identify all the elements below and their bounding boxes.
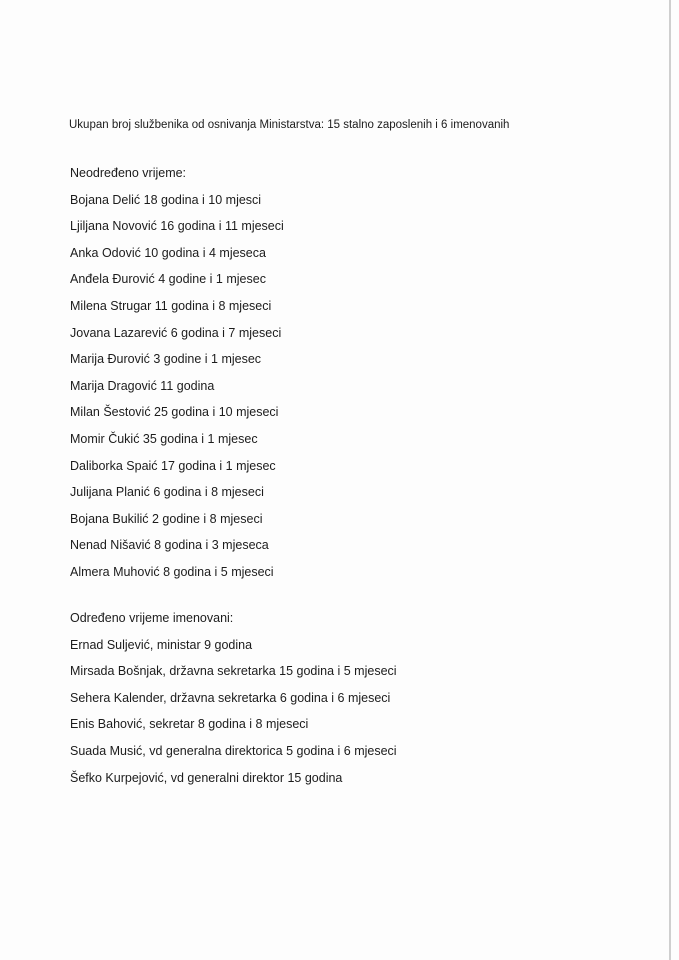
appointed-list (70, 637, 397, 797)
list-item: Milan Šestović 25 godina i 10 mjeseci (70, 405, 279, 420)
list-item: Bojana Bukilić 2 godine i 8 mjeseci (70, 511, 263, 526)
list-item: Mirsada Bošnjak, državna sekretarka 15 godina i 5 mjeseci (70, 664, 397, 679)
list-item: Sehera Kalender, državna sekretarka 6 godina i 6 mjeseci (70, 690, 391, 705)
permanent-section (70, 165, 284, 591)
list-item: Ljiljana Novović 16 godina i 11 mjeseci (70, 219, 284, 234)
list-item: Almera Muhović 8 godina i 5 mjeseci (70, 564, 274, 579)
scan-edge-line (669, 0, 671, 960)
intro-text: Ukupan broj službenika od osnivanja Ministarstva: 15 stalno zaposlenih i 6 imenovanih (69, 119, 510, 131)
list-item: Anđela Đurović 4 godine i 1 mjesec (70, 272, 266, 287)
list-item: Jovana Lazarević 6 godina i 7 mjeseci (70, 325, 282, 340)
list-item: Milena Strugar 11 godina i 8 mjeseci (70, 298, 272, 313)
list-item: Bojana Delić 18 godina i 10 mjesci (70, 192, 262, 207)
list-item: Šefko Kurpejović, vd generalni direktor 15 godina (70, 770, 343, 785)
list-item: Suada Musić, vd generalna direktorica 5 godina i 6 mjeseci (70, 743, 397, 758)
list-item: Enis Bahović, sekretar 8 godina i 8 mjeseci (70, 717, 309, 732)
list-item: Marija Dragović 11 godina (70, 378, 215, 393)
list-item: Julijana Planić 6 godina i 8 mjeseci (70, 485, 264, 500)
appointed-section (70, 610, 397, 796)
permanent-list (70, 192, 284, 591)
appointed-heading: Određeno vrijeme imenovani: (70, 611, 234, 625)
list-item: Nenad Nišavić 8 godina i 3 mjeseca (70, 538, 269, 553)
list-item: Momir Čukić 35 godina i 1 mjesec (70, 431, 258, 446)
list-item: Anka Odović 10 godina i 4 mjeseca (70, 245, 266, 260)
list-item: Ernad Suljević, ministar 9 godina (70, 637, 253, 652)
permanent-heading: Neodređeno vrijeme: (70, 166, 187, 180)
list-item: Marija Đurović 3 godine i 1 mjesec (70, 352, 262, 367)
list-item: Daliborka Spaić 17 godina i 1 mjesec (70, 458, 276, 473)
